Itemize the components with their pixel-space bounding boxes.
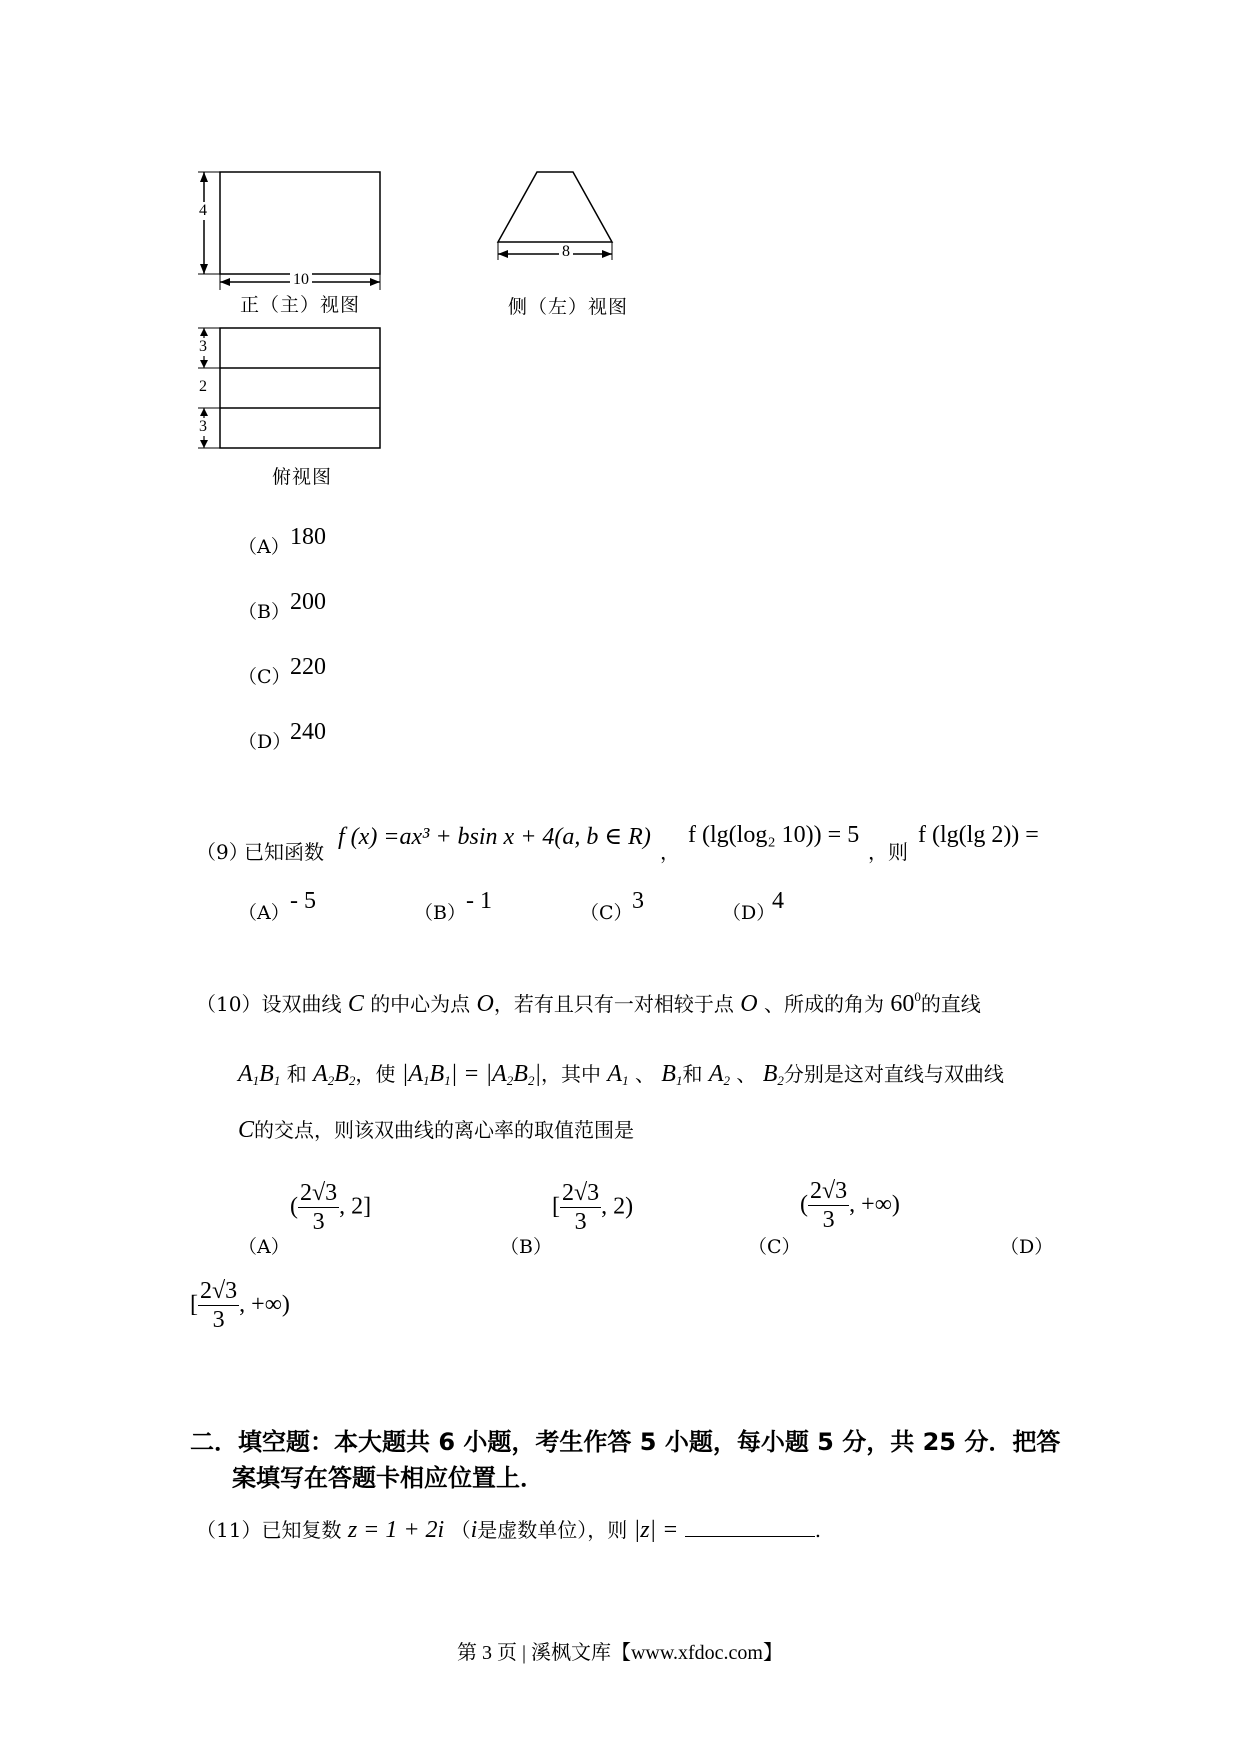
side-view-caption: 侧（左）视图	[508, 296, 629, 318]
q9-number: （9）	[196, 840, 249, 864]
q10-var-o: O	[476, 991, 494, 1017]
q10-option-a-label: （A）	[238, 1236, 290, 1258]
q10-option-a-value: ( $\frac{2√3}{3}$ , 2]	[290, 1180, 372, 1236]
q8-option-b-label: （B）	[238, 601, 290, 623]
section-2-title-line2: 案填写在答题卡相应位置上．	[232, 1464, 544, 1492]
q10-point-a1: $A_1$	[607, 1061, 629, 1088]
q10-var-c-2: C	[238, 1117, 255, 1143]
q10-option-b-label: （B）	[500, 1236, 552, 1258]
section-2-title-line1: 二．填空题：本大题共 6 小题，考生作答 5 小题，每小题 5 分，共 25 分．把答	[190, 1428, 1061, 1456]
q10-text-9: 、	[634, 1062, 655, 1086]
top-dim-1: 3	[199, 338, 207, 355]
q11-text-1: 已知复数	[261, 1518, 342, 1542]
q10-var-c: C	[347, 991, 364, 1017]
q10-line-2	[238, 1058, 1004, 1089]
q10-text-13: 的交点，则该双曲线的离心率的取值范围是	[254, 1118, 635, 1142]
page-footer: 第 3 页 | 溪枫文库【www.xfdoc.com】	[456, 1642, 783, 1664]
q9-option-c-label: （C）	[580, 902, 633, 924]
q9-option-b-value: - 1	[466, 888, 492, 914]
q11-expression: z = 1 + 2i	[347, 1517, 445, 1543]
top-dim-3: 3	[199, 418, 207, 435]
side-view-trapezoid	[498, 172, 612, 242]
q10-line-a2b2: $A_2B_2$	[313, 1061, 356, 1088]
q11-asked: |z| =	[633, 1517, 679, 1543]
q9-option-c-value: 3	[632, 888, 644, 914]
q9-given-condition: f (lg(log₂ 10)) = 5	[688, 822, 860, 848]
q11-var-i: i	[470, 1517, 478, 1543]
top-view-rect	[220, 328, 380, 448]
q10-text-8: ，其中	[541, 1062, 602, 1086]
q11-text-2: （	[450, 1518, 471, 1542]
front-height-label: 4	[199, 202, 207, 219]
q10-text-11: 、	[736, 1062, 757, 1086]
q10-text-12: 分别是这对直线与双曲线	[783, 1062, 1004, 1086]
q10-number: （10）	[196, 992, 262, 1016]
q10-option-d-label: （D）	[1000, 1236, 1054, 1258]
q11-line	[196, 1514, 821, 1544]
q10-text-6: 和	[286, 1062, 307, 1086]
q10-line-3	[238, 1114, 634, 1144]
q8-option-c-value: 220	[290, 654, 326, 680]
q10-point-b1: $B_1$	[661, 1061, 683, 1088]
q8-option-a-value: 180	[290, 524, 326, 550]
q9-option-a-value: - 5	[290, 888, 316, 914]
three-view-figure	[190, 160, 650, 490]
q9-lead: 已知函数	[244, 840, 324, 864]
q10-var-o-2: O	[740, 991, 758, 1017]
q9-option-d-value: 4	[772, 888, 784, 914]
q8-option-b-value: 200	[290, 589, 326, 615]
q8-option-c-label: （C）	[238, 666, 291, 688]
front-width-label: 10	[290, 271, 312, 289]
q9-asked-expression: f (lg(lg 2)) =	[918, 822, 1039, 848]
q9-function-definition: f (x) =ax³ + bsin x + 4(a, b ∈ R)	[338, 824, 651, 850]
q10-equal-length: $|A_1B_1| = |A_2B_2|$	[401, 1061, 542, 1088]
q10-text-1: 设双曲线	[261, 992, 342, 1016]
q10-option-c-label: （C）	[748, 1236, 801, 1258]
q10-line-1	[196, 988, 981, 1018]
q11-number: （11）	[196, 1518, 262, 1542]
q10-angle: $60^0$	[890, 989, 921, 1017]
front-view-caption: 正（主）视图	[240, 294, 361, 316]
q10-text-2: 的中心为点	[370, 992, 471, 1016]
q11-end: .	[814, 1518, 822, 1542]
q10-text-3: ，若有且只有一对相较于点	[493, 992, 734, 1016]
q9-sep2: ，则	[868, 840, 908, 864]
q10-option-b-value: [ $\frac{2√3}{3}$ , 2)	[552, 1180, 634, 1236]
q11-answer-blank[interactable]	[685, 1518, 815, 1537]
q8-option-a-label: （A）	[238, 536, 290, 558]
q10-text-10: 和	[682, 1062, 703, 1086]
q10-text-7: ，使	[355, 1062, 396, 1086]
q11-text-3: 是虚数单位），则	[477, 1518, 628, 1542]
top-view-caption: 俯视图	[272, 466, 333, 488]
q9-option-a-label: （A）	[238, 902, 290, 924]
q8-option-d-label: （D）	[238, 731, 292, 753]
q10-option-c-value: ( $\frac{2√3}{3}$ , +∞)	[800, 1178, 900, 1234]
q9-option-b-label: （B）	[414, 902, 466, 924]
q10-text-4: 、所成的角为	[763, 992, 884, 1016]
q10-text-5: 的直线	[920, 992, 981, 1016]
side-width-label: 8	[559, 243, 573, 261]
q10-line-a1b1: $A_1B_1$	[238, 1061, 281, 1088]
q10-point-b2: $B_2$	[762, 1061, 784, 1088]
top-dim-2: 2	[199, 378, 207, 395]
q8-option-d-value: 240	[290, 719, 326, 745]
q9-option-d-label: （D）	[722, 902, 776, 924]
q10-point-a2: $A_2$	[708, 1061, 730, 1088]
front-view-rect	[220, 172, 380, 274]
q10-option-d-value: [ $\frac{2√3}{3}$ , +∞)	[190, 1278, 290, 1334]
q9-sep1: ，	[660, 840, 680, 864]
